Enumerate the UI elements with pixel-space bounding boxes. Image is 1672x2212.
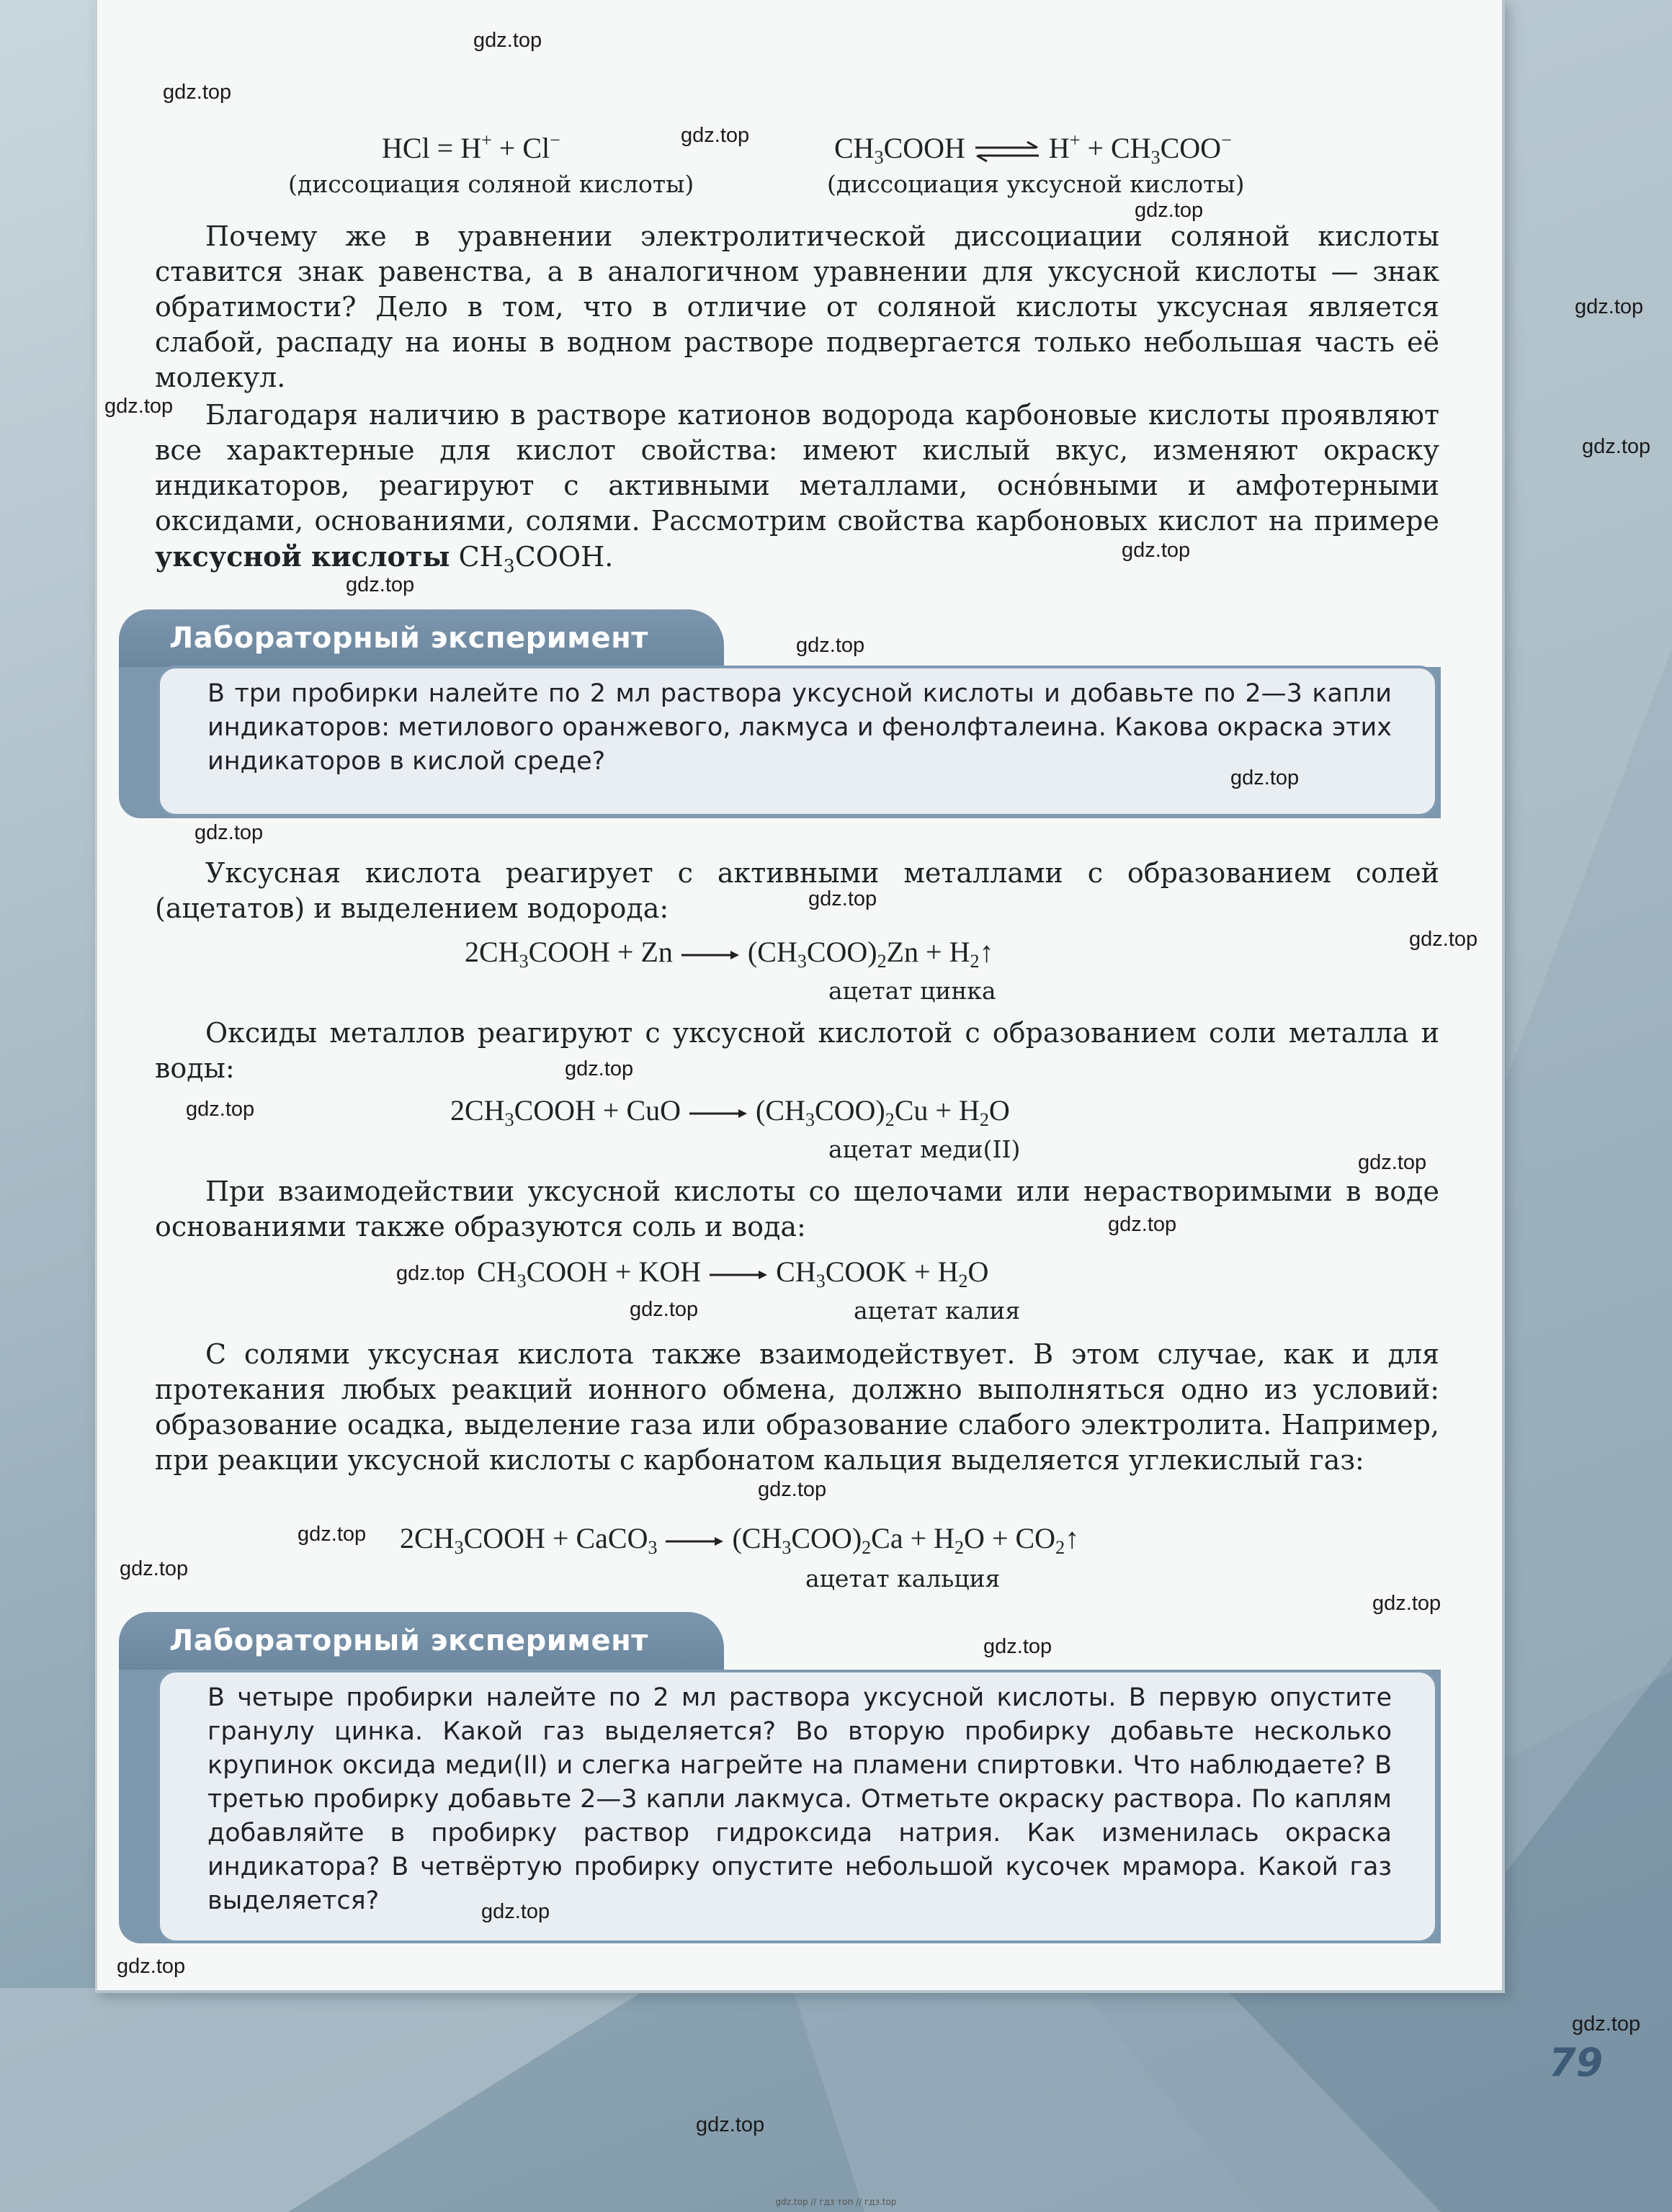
paragraph-text: Почему же в уравнении электролитической диссоциации соляной кислоты ставится знак равенства, а в аналогичном уравнении для уксусной кислоты — знак обратимости? Дело в том, что в отличие от соляной кислоты уксусная является слабой, распаду на ионы в водном растворе подвергается только небольшая часть её молекул. [155,220,1439,393]
watermark: gdz.top [1582,435,1651,458]
watermark: gdz.top [104,395,174,418]
lab-experiment-header: Лабораторный эксперимент [119,1612,724,1673]
paragraph-salts [155,1337,1439,1478]
lab-text: В три пробирки налейте по 2 мл раствора уксусной кислоты и добавьте по 2—3 капли индикаторов: метилового оранжевого, лакмуса и фенолфталеина. Какова окраска этих индикаторов в кислой среде? [207,679,1392,776]
footer-note: gdz.top // гдз топ // гдз.top [775,2197,897,2207]
watermark: gdz.top [117,1955,186,1978]
page-number: 79 [1549,2040,1604,2085]
equation-cuo: $2CH_3COOH$ + CuO $(CH_3COO)_2Cu + H_2O$ [450,1094,1010,1130]
paragraph-metals [155,856,1439,926]
watermark: gdz.top [186,1098,255,1121]
watermark: gdz.top [758,1478,827,1501]
paragraph-text: При взаимодействии уксусной кислоты со щелочами или нерастворимыми в воде основаниями также образуются соль и вода: [155,1176,1439,1242]
watermark: gdz.top [1358,1151,1427,1174]
watermark: gdz.top [473,29,542,52]
watermark: gdz.top [1108,1213,1177,1236]
watermark: gdz.top [120,1557,189,1580]
caption-zn: ацетат цинка [828,977,996,1005]
paragraph-bases [155,1174,1439,1245]
caption-caco3: ацетат кальция [805,1564,1001,1593]
reaction-arrow-icon [688,1106,748,1121]
lab-text: В четыре пробирки налейте по 2 мл раствора уксусной кислоты. В первую опустите гранулу цинка. Какой газ выделяется? Во вторую пробирку добавьте несколько крупинок оксида меди(II) и слегка нагрейте на пламени спиртовки. Что наблюдаете? В третью пробирку добавьте 2—3 капли лакмуса. Отметьте окраску раствора. По каплям добавляйте в пробирку раствор гидроксида натрия. Как изменилась окраска индикатора? В четвёртую пробирку опустите небольшой кусочек мрамора. Какой газ выделяется? [207,1683,1392,1915]
reaction-arrow-icon [680,948,741,962]
watermark: gdz.top [565,1057,634,1080]
reaction-arrow-icon [664,1534,725,1549]
equation-acetic-dissociation: $CH_3COOH$ $H^+ + CH_3COO^-$ [834,130,1232,168]
bold-term: уксусной кислоты [155,540,450,573]
watermark: gdz.top [796,634,865,657]
watermark: gdz.top [696,2113,765,2136]
lab-experiment-header: Лабораторный эксперимент [119,609,724,670]
equation-koh: $CH_3COOH$ + KOH $CH_3COOK + H_2O$ [477,1255,989,1291]
formula-acetic: $CH_3COOH$. [458,541,614,577]
caption-koh: ацетат калия [854,1297,1021,1325]
watermark: gdz.top [195,821,264,844]
watermark: gdz.top [346,573,415,596]
watermark: gdz.top [1372,1592,1441,1615]
lab-experiment-box [157,1670,1438,1943]
watermark: gdz.top [1135,199,1204,222]
watermark: gdz.top [481,1900,550,1923]
equation-hcl-dissociation: HCl = H+ + Cl− [382,130,560,164]
caption-hcl: (диссоциация соляной кислоты) [288,170,694,198]
watermark: gdz.top [630,1298,699,1321]
watermark: gdz.top [1230,766,1300,789]
watermark: gdz.top [1572,2012,1641,2036]
watermark: gdz.top [681,124,750,147]
paragraph-text: Оксиды металлов реагируют с уксусной кислотой с образованием соли металла и воды: [155,1017,1439,1084]
equation-zn: $2CH_3COOH + Zn$ $(CH_3COO)_2Zn$ + $H_2↑$ [465,936,994,972]
paragraph-text: Благодаря наличию в растворе катионов водорода карбоновые кислоты проявляют все характерные для кислот свойства: имеют кислый вкус, изменяют окраску индикаторов, реагируют с активными металлами, осно́вными и амфотерными оксидами, основаниями, солями. Рассмотрим свойства карбоновых кислот на примере [155,399,1439,537]
paragraph-oxides [155,1016,1439,1086]
watermark: gdz.top [808,887,877,910]
equilibrium-arrow-icon [973,140,1042,162]
lab-experiment-box [157,666,1438,817]
watermark: gdz.top [1409,928,1478,951]
watermark: gdz.top [983,1635,1052,1658]
watermark: gdz.top [396,1262,465,1285]
equation-caco3: $2CH_3COOH$ + CaCO$_3$ $(CH_3COO)_2Ca + H_2O$ + $CO_2↑$ [400,1522,1080,1558]
paragraph-properties [155,398,1439,584]
caption-cuo: ацетат меди(II) [828,1135,1021,1163]
watermark: gdz.top [163,81,232,104]
paragraph-text: С солями уксусная кислота также взаимодействует. В этом случае, как и для протекания любых реакций ионного обмена, должно выполняться одно из условий: образование осадка, выделение газа или образование слабого электролита. Например, при реакции уксусной кислоты с карбонатом кальция выделяется углекислый газ: [155,1338,1439,1476]
watermark: gdz.top [298,1523,367,1546]
watermark: gdz.top [1575,295,1644,318]
paragraph-text: Уксусная кислота реагирует с активными металлами с образованием солей (ацетатов) и выделением водорода: [155,857,1439,924]
reaction-arrow-icon [708,1268,769,1282]
caption-acetic: (диссоциация уксусной кислоты) [827,170,1245,198]
watermark: gdz.top [1122,539,1191,562]
paragraph-dissociation [155,219,1439,395]
